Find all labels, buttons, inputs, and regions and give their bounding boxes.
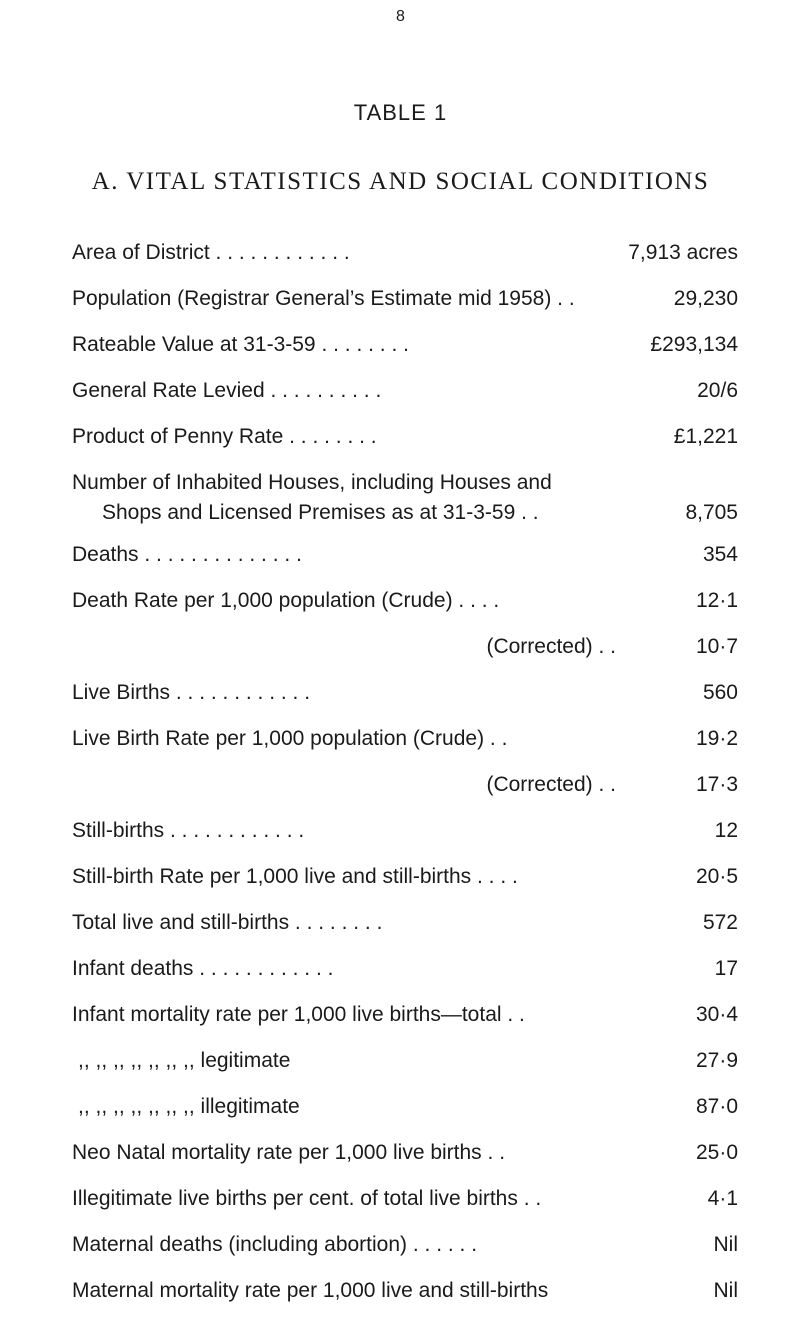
stat-value: 12 <box>714 819 738 842</box>
stat-row-inhabited-houses <box>72 460 738 532</box>
stat-value: 29,230 <box>673 287 738 310</box>
stat-label: Deaths . . . . . . . . . . . . . . <box>72 543 302 566</box>
stat-row-neo-natal-mortality <box>72 1130 738 1176</box>
stat-label: Illegitimate live births per cent. of total live births . . <box>72 1187 542 1210</box>
stat-value: 87·0 <box>695 1095 738 1118</box>
stat-label: Infant mortality rate per 1,000 live births—total . . <box>72 1003 525 1026</box>
stat-value: £293,134 <box>650 333 738 356</box>
stat-label: Maternal mortality rate per 1,000 live and still-births <box>72 1279 549 1302</box>
stat-value: 20/6 <box>697 379 738 402</box>
stat-row-general-rate <box>72 368 738 414</box>
stat-row-total-births <box>72 900 738 946</box>
stat-value: 10·7 <box>695 635 738 658</box>
stat-value: 7,913 acres <box>628 241 738 264</box>
stat-row-infant-mortality-total <box>72 992 738 1038</box>
stat-row-maternal-deaths <box>72 1222 738 1268</box>
stat-label: Live Births . . . . . . . . . . . . <box>72 681 311 704</box>
stat-row-infant-deaths <box>72 946 738 992</box>
stat-row-infant-mortality-legitimate <box>72 1038 738 1084</box>
page-number: 8 <box>396 8 405 25</box>
stat-label: Death Rate per 1,000 population (Crude) . . . . <box>72 589 500 612</box>
stat-label: Maternal deaths (including abortion) . . . . . . <box>72 1233 478 1256</box>
stat-label: Total live and still-births . . . . . . . . <box>72 911 383 934</box>
stat-label-continuation: Shops and Licensed Premises as at 31-3-59 . . <box>102 501 539 524</box>
stat-row-population <box>72 276 738 322</box>
stat-row-death-rate-corrected <box>72 624 738 670</box>
stat-row-still-births <box>72 808 738 854</box>
stat-label: (Corrected) . . <box>486 773 616 796</box>
stat-value: 20·5 <box>695 865 738 888</box>
stat-value: Nil <box>713 1233 738 1256</box>
stat-row-rateable-value <box>72 322 738 368</box>
stat-label: Population (Registrar General’s Estimate mid 1958) . . <box>72 287 575 310</box>
stat-row-death-rate-crude <box>72 578 738 624</box>
stat-row-birth-rate-corrected <box>72 762 738 808</box>
stat-label: Area of District . . . . . . . . . . . . <box>72 241 350 264</box>
stat-label: ,, ,, ,, ,, ,, ,, ,, legitimate <box>78 1049 291 1072</box>
stat-label: Live Birth Rate per 1,000 population (Crude) . . <box>72 727 508 750</box>
stat-label: Still-birth Rate per 1,000 live and still-births . . . . <box>72 865 518 888</box>
stat-value: 354 <box>702 543 738 566</box>
stat-label: Infant deaths . . . . . . . . . . . . <box>72 957 334 980</box>
stat-value: 560 <box>702 681 738 704</box>
stat-row-birth-rate-crude <box>72 716 738 762</box>
stat-row-still-birth-rate <box>72 854 738 900</box>
stat-label: Product of Penny Rate . . . . . . . . <box>72 425 377 448</box>
stat-label: Neo Natal mortality rate per 1,000 live births . . <box>72 1141 506 1164</box>
stat-label: Still-births . . . . . . . . . . . . <box>72 819 305 842</box>
stat-value: 572 <box>702 911 738 934</box>
section-heading: A. VITAL STATISTICS AND SOCIAL CONDITIONS <box>91 168 710 195</box>
stat-value: Nil <box>713 1279 738 1302</box>
stat-row-live-births <box>72 670 738 716</box>
stat-value: 30·4 <box>695 1003 738 1026</box>
stat-value: 8,705 <box>685 501 738 524</box>
vital-statistics-list <box>72 230 738 1314</box>
table-heading: TABLE 1 <box>353 100 448 125</box>
stat-value: 12·1 <box>695 589 738 612</box>
stat-value: 25·0 <box>695 1141 738 1164</box>
stat-label: Number of Inhabited Houses, including Houses and <box>72 471 552 494</box>
stat-row-maternal-mortality-rate <box>72 1268 738 1314</box>
stat-label: General Rate Levied . . . . . . . . . . <box>72 379 382 402</box>
stat-row-area-of-district <box>72 230 738 276</box>
stat-row-penny-rate <box>72 414 738 460</box>
stat-value: 17 <box>714 957 738 980</box>
stat-value: 17·3 <box>695 773 738 796</box>
stat-label: ,, ,, ,, ,, ,, ,, ,, illegitimate <box>78 1095 300 1118</box>
stat-value: 27·9 <box>695 1049 738 1072</box>
stat-row-deaths <box>72 532 738 578</box>
stat-row-illegitimate-percent <box>72 1176 738 1222</box>
stat-label: Rateable Value at 31-3-59 . . . . . . . . <box>72 333 409 356</box>
stat-value: 4·1 <box>707 1187 738 1210</box>
stat-value: 19·2 <box>695 727 738 750</box>
stat-row-infant-mortality-illegitimate <box>72 1084 738 1130</box>
stat-label: (Corrected) . . <box>486 635 616 658</box>
stat-value: £1,221 <box>673 425 738 448</box>
